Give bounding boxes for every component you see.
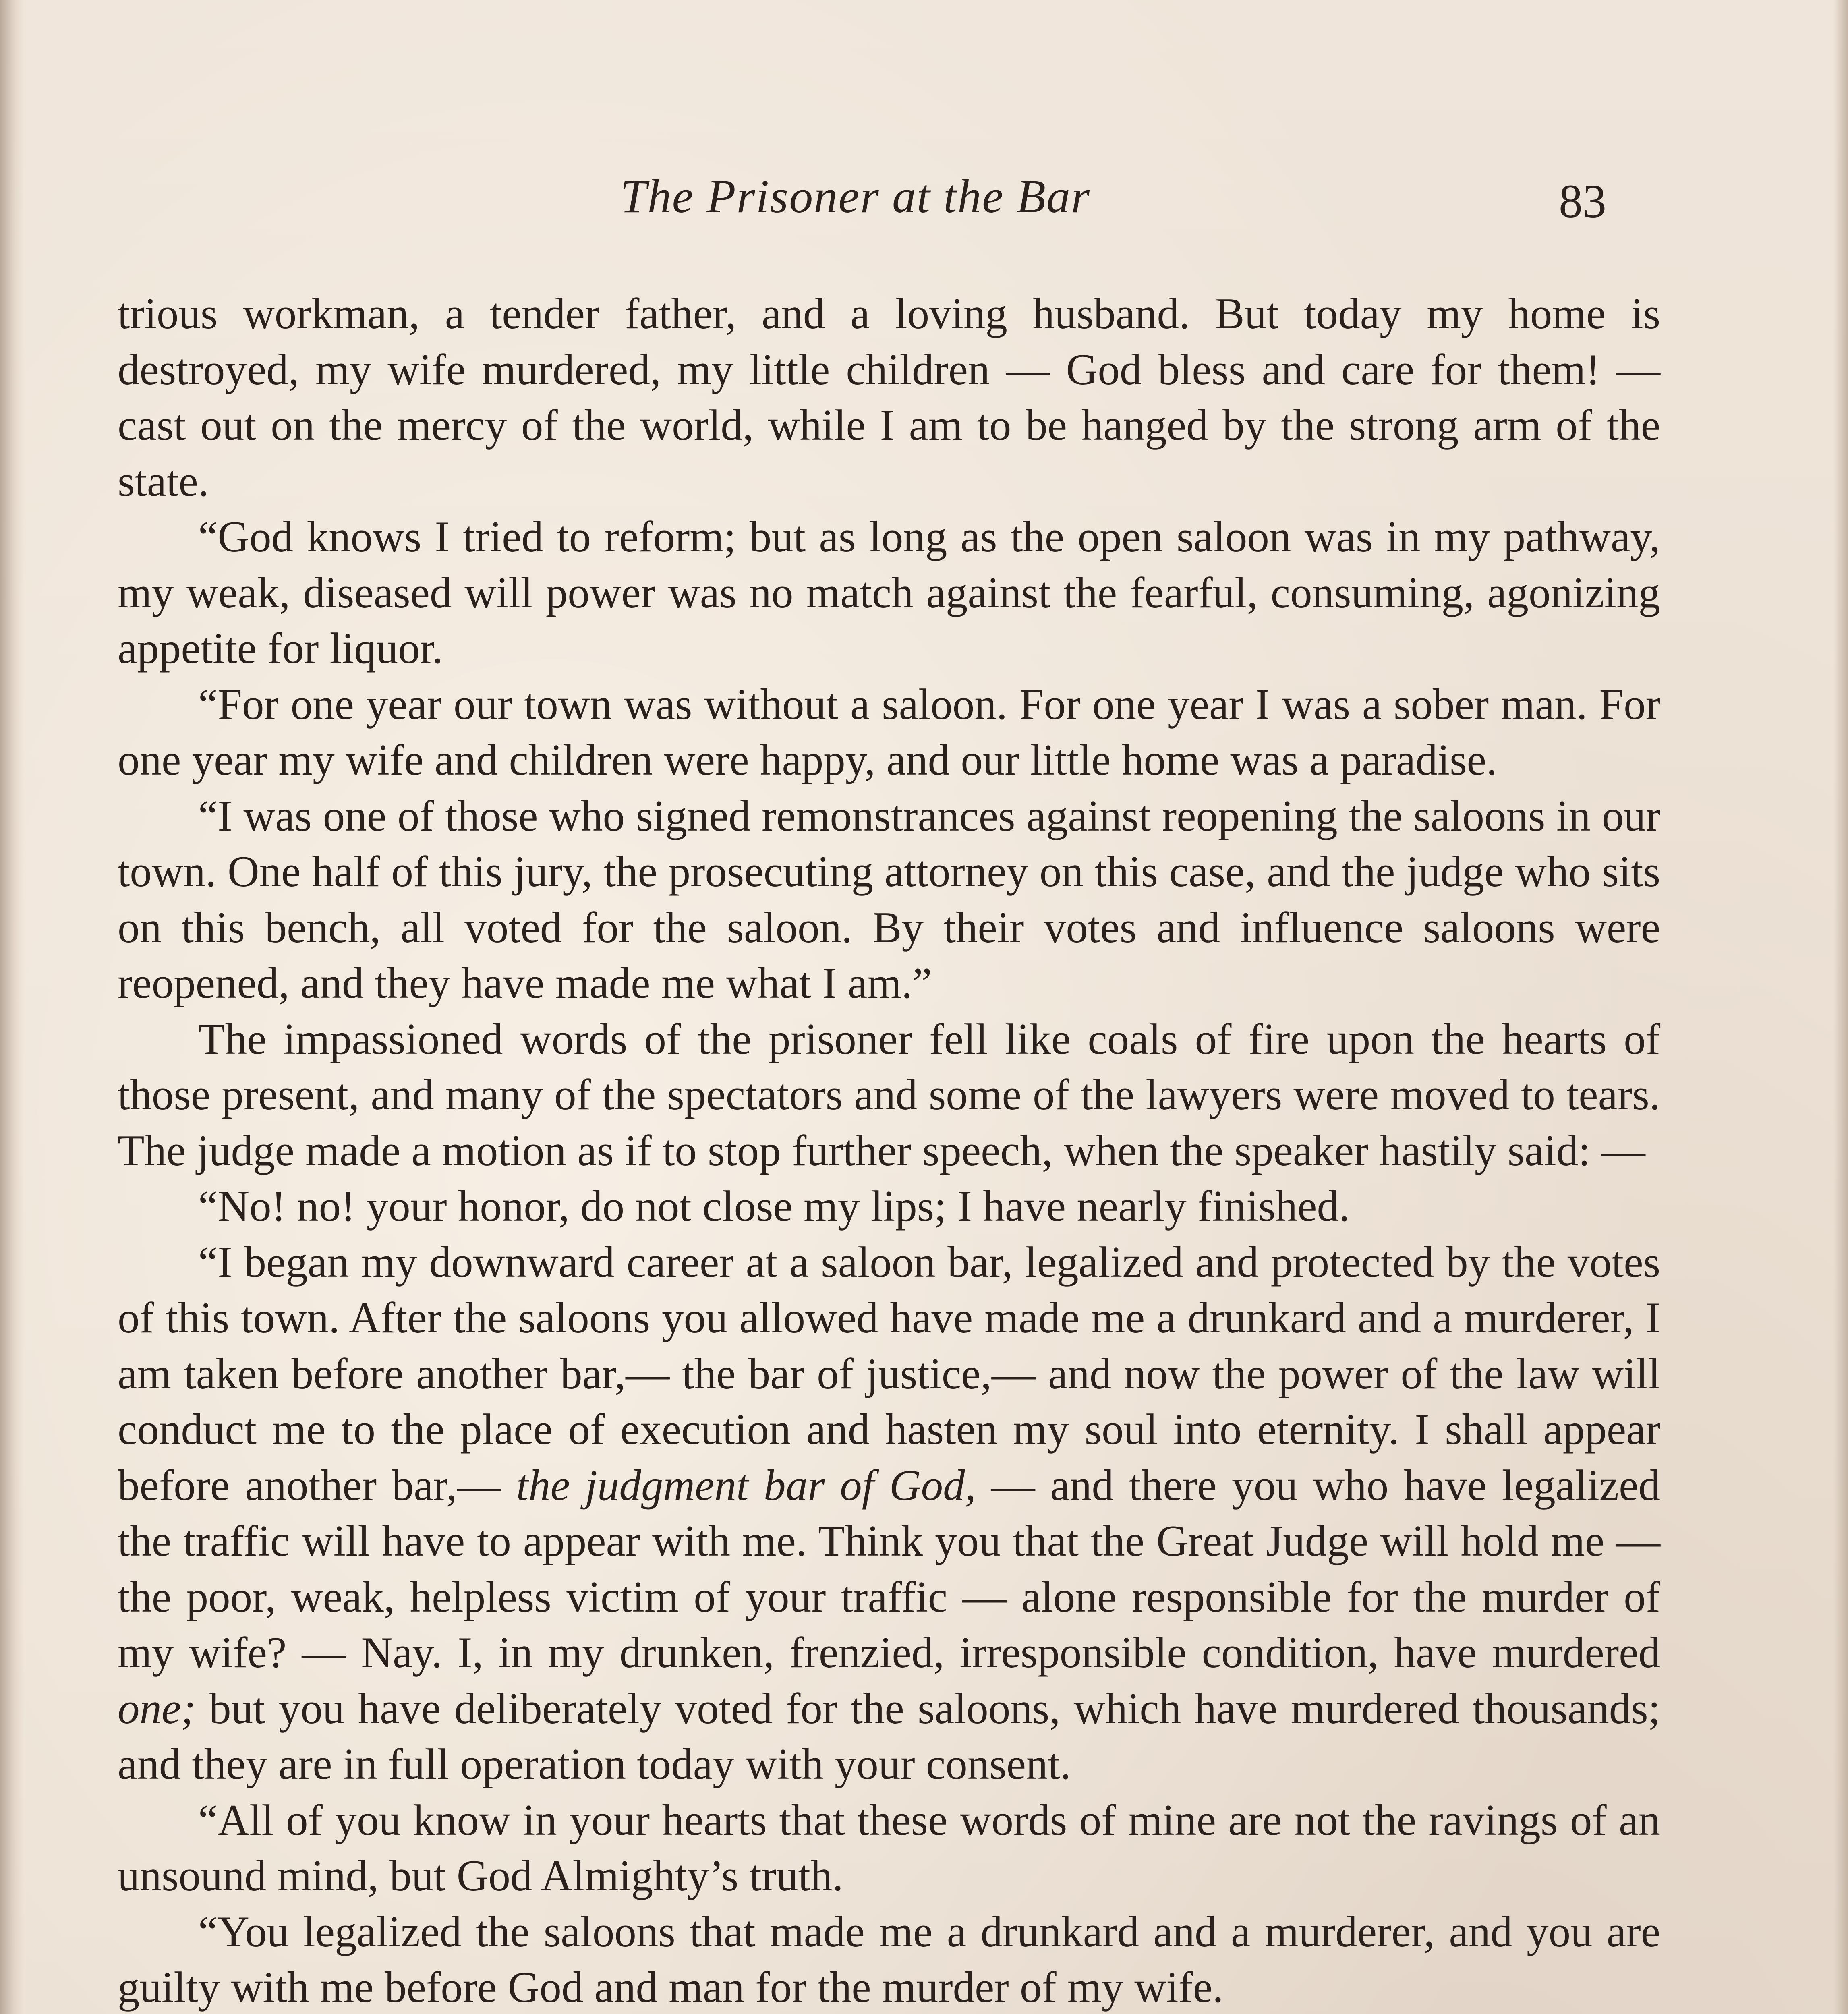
paragraph — [118, 1179, 1660, 1235]
page-right-edge-shadow — [1833, 0, 1848, 2014]
text-run: “God knows I tried to reform; but as long as the open saloon was in my pathway, my weak, diseased will power was no match against the fearful, consuming, agonizing appetite for liquor. — [118, 512, 1660, 673]
running-title: The Prisoner at the Bar — [620, 170, 1090, 223]
paragraph — [118, 509, 1660, 677]
paragraph — [118, 1904, 1660, 2014]
paragraph — [118, 1235, 1660, 1792]
running-header — [0, 169, 1848, 234]
text-run: “You legalized the saloons that made me a drunkard and a murderer, and you are guilty with me before God and man for the murder of my wife. — [118, 1907, 1660, 2012]
paragraph — [118, 788, 1660, 1011]
italic-phrase: the judgment bar of God, — [516, 1461, 976, 1510]
body-text — [118, 286, 1660, 2014]
text-run: “I began my downward career at a saloon bar, legalized and protected by the votes of this town. After the saloons you allowed have made me a drunkard and a murderer, I am taken before another bar,— the bar of justice,— and now the power of the law will conduct me to the place of execution and hasten my soul into eternity. I shall appear before another bar,— — [118, 1237, 1660, 1510]
text-run: but you have deliberately voted for the saloons, which have murdered thousands; and they are in full operation today with your consent. — [118, 1684, 1660, 1788]
page-left-edge-shadow — [0, 0, 24, 2014]
paragraph — [118, 1011, 1660, 1179]
text-run: “I was one of those who signed remonstrances against reopening the saloons in our town. One half of this jury, the prosecuting attorney on this case, and the judge who sits on this bench, all voted for the saloon. By their votes and influence saloons were reopened, and they have made me what I am.” — [118, 791, 1660, 1007]
paragraph — [118, 1792, 1660, 1904]
italic-phrase: one; — [118, 1684, 196, 1733]
text-run: — and there you who have legalized the traffic will have to appear with me. Think you that the Great Judge will hold me — the poor, weak, helpless victim of your traffic — alone responsible for the murder of my wife? — Nay. I, in my drunken, frenzied, irresponsible condition, have murdered — [118, 1461, 1660, 1677]
text-run: The impassioned words of the prisoner fell like coals of fire upon the hearts of those present, and many of the spectators and some of the lawyers were moved to tears. The judge made a motion as if to stop further speech, when the speaker hastily said: — — [118, 1014, 1660, 1175]
text-run: trious workman, a tender father, and a loving husband. But today my home is destroyed, my wife murdered, my little children — God bless and care for them! — cast out on the mercy of the world, while I am to be hanged by the strong arm of the state. — [118, 289, 1660, 506]
text-run: “All of you know in your hearts that these words of mine are not the ravings of an unsound mind, but God Almighty’s truth. — [118, 1795, 1660, 1900]
page-number: 83 — [1559, 175, 1606, 228]
paragraph — [118, 286, 1660, 509]
text-run: “No! no! your honor, do not close my lips; I have nearly finished. — [198, 1182, 1350, 1231]
text-run: “For one year our town was without a saloon. For one year I was a sober man. For one year my wife and children were happy, and our little home was a paradise. — [118, 680, 1660, 784]
paragraph — [118, 677, 1660, 788]
